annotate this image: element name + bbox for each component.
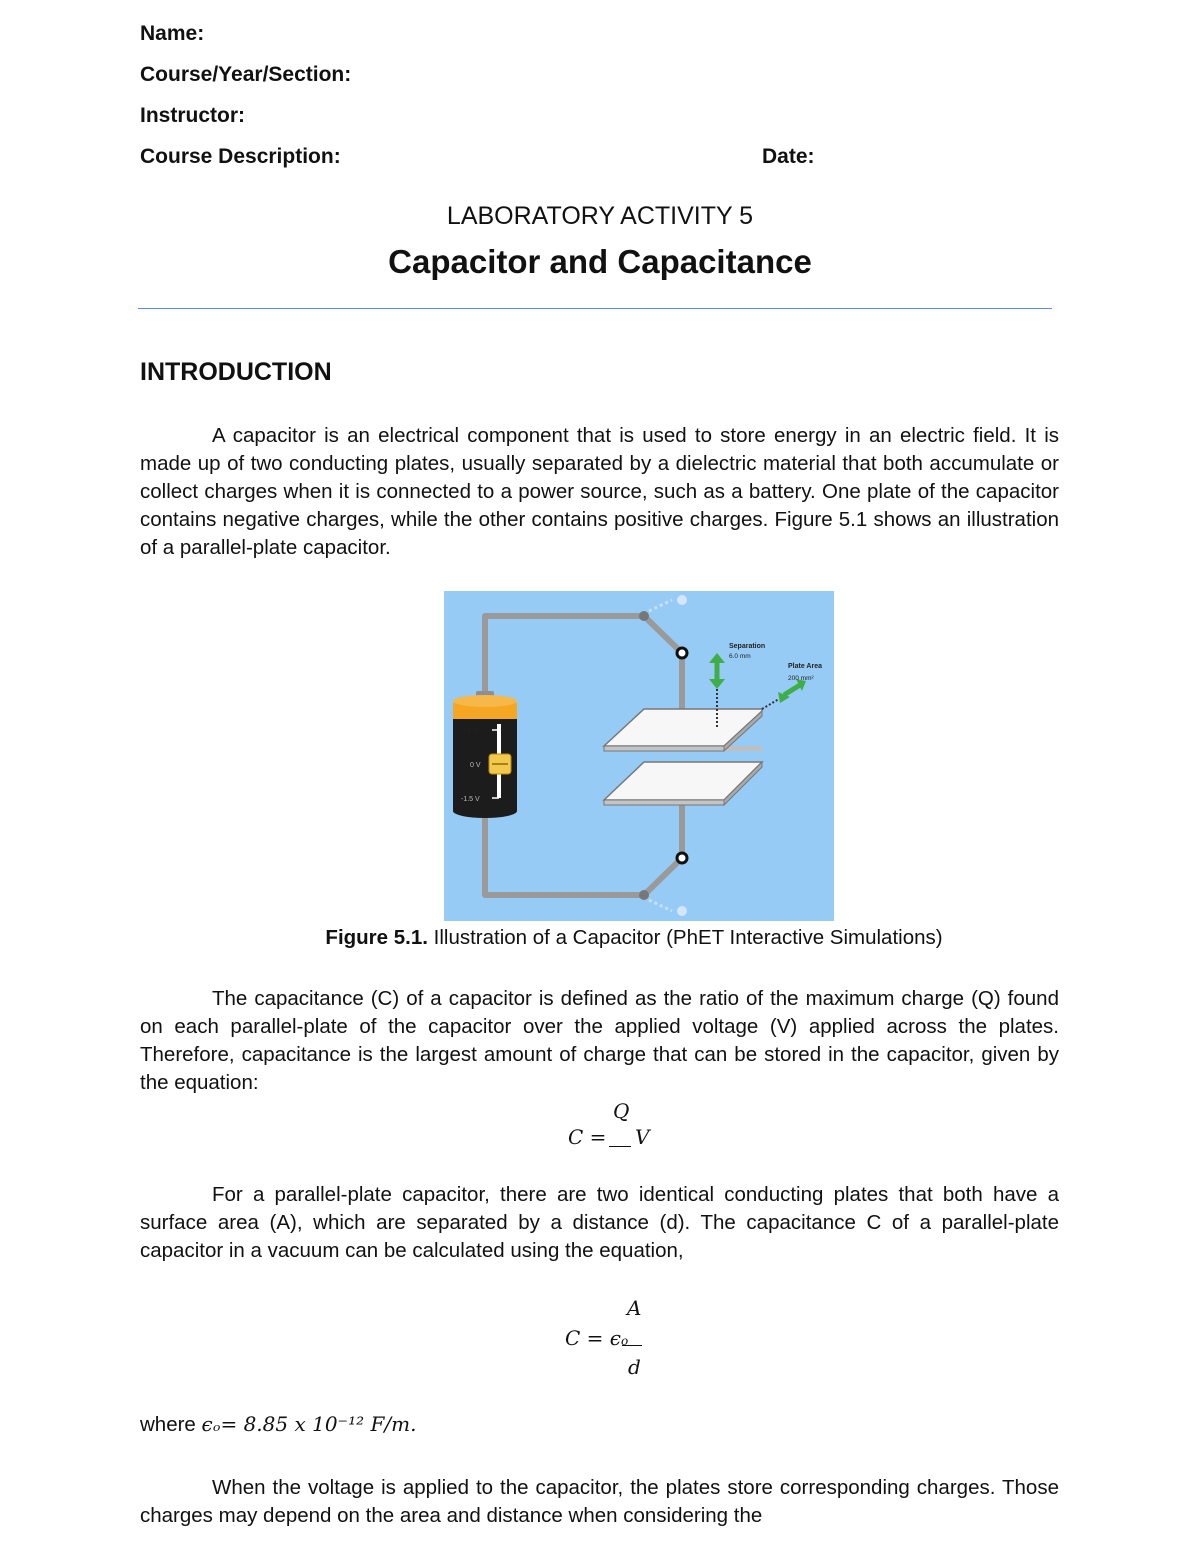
intro-paragraph-3-text: For a parallel-plate capacitor, there are two identical conducting plates that both have a surface area (A), which are separated by a distance (d). The capacitance C of a parallel-plate capacitor in a vacuum can be calculated using the equation,	[140, 1183, 1059, 1262]
equation-2-numerator: A	[627, 1296, 642, 1320]
figure-caption-text: Illustration of a Capacitor (PhET Interactive Simulations)	[427, 926, 943, 949]
equation-2-denominator: d	[628, 1355, 641, 1379]
title-divider	[138, 308, 1052, 309]
separation-value: 6.0 mm	[729, 653, 751, 660]
plate-area-label: Plate Area	[788, 663, 822, 670]
capacitor-figure	[444, 591, 834, 921]
intro-paragraph-4-text: When the voltage is applied to the capacitor, the plates store corresponding charges. Those charges may depend on the area and distance when considering the	[140, 1476, 1059, 1527]
intro-paragraph-3	[140, 1181, 1059, 1265]
intro-paragraph-2	[140, 985, 1059, 1097]
switch-hinge-top[interactable]	[639, 611, 649, 621]
intro-paragraph-2-text: The capacitance (C) of a capacitor is defined as the ratio of the maximum charge (Q) found on each parallel-plate of the capacitor over the applied voltage (V) applied across the plates. Therefore, capacitance is the largest amount of charge that can be stored in the capacitor, given by the equation:	[140, 987, 1059, 1094]
instructor-label: Instructor:	[140, 104, 245, 127]
equation-2-left	[565, 1326, 628, 1350]
figure-caption-label: Figure 5.1.	[325, 926, 428, 949]
equation-2-subscript: o	[620, 1334, 629, 1348]
equation-1-fraction-bar	[609, 1146, 631, 1147]
page-title: Capacitor and Capacitance	[388, 243, 812, 280]
battery-label-top: 1.5 V	[462, 728, 479, 735]
date-label: Date:	[762, 145, 815, 168]
permittivity-constant: ϵₒ= 8.85 x 10⁻¹² F/m.	[201, 1412, 417, 1436]
switch-ghost-dot-bottom	[677, 906, 687, 916]
terminal-top	[677, 648, 687, 658]
separation-label: Separation	[729, 643, 766, 650]
equation-1-denominator: V	[635, 1125, 650, 1149]
course-label: Course/Year/Section:	[140, 63, 352, 86]
figure-caption	[0, 926, 1200, 950]
equation-1-numerator: Q	[613, 1099, 630, 1123]
switch-hinge-bottom[interactable]	[639, 890, 649, 900]
equation-2-left-text: C = ϵ	[565, 1326, 621, 1350]
battery-label-bottom: -1.5 V	[461, 796, 480, 803]
plate-area-value: 200 mm²	[788, 675, 814, 682]
switch-ghost-dot-top	[677, 595, 687, 605]
course-description-label: Course Description:	[140, 145, 341, 168]
terminal-bottom	[677, 853, 687, 863]
intro-paragraph-1	[140, 422, 1059, 562]
constant-line	[140, 1412, 416, 1437]
intro-paragraph-1-text: A capacitor is an electrical component that is used to store energy in an electric field. It is made up of two conducting plates, usually separated by a dielectric material that both accumulate or collect charges when it is connected to a power source, such as a battery. One plate of the capacitor contains negative charges, while the other contains positive charges. Figure 5.1 shows an illustration of a parallel-plate capacitor.	[140, 424, 1059, 559]
activity-title: LABORATORY ACTIVITY 5	[446, 202, 754, 230]
intro-paragraph-4	[140, 1474, 1059, 1530]
constant-prefix: where	[140, 1413, 196, 1436]
name-label: Name:	[140, 22, 205, 45]
equation-1-left: C =	[568, 1125, 607, 1149]
section-heading-introduction: INTRODUCTION	[140, 358, 332, 386]
equation-2-fraction-bar	[622, 1345, 642, 1346]
battery-label-mid: 0 V	[470, 762, 481, 769]
